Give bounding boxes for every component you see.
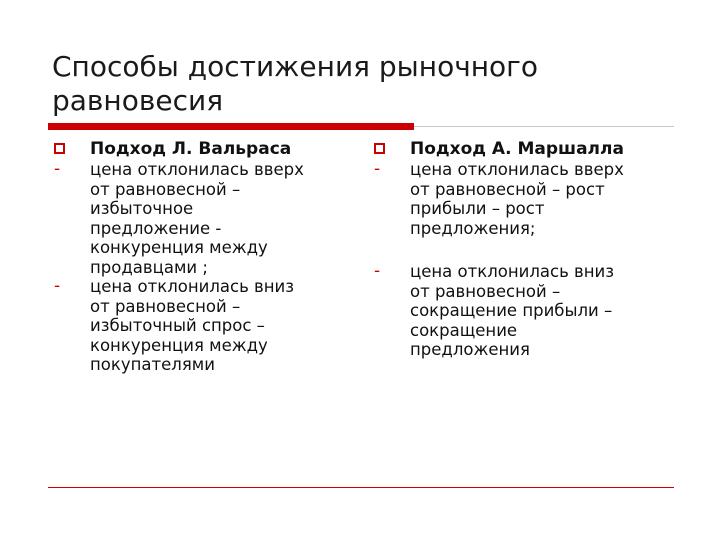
walras-approach-column [54, 138, 354, 375]
marshall-item-up-text: цена отклонилась вверх от равновесной – рост прибыли – рост предложения; [410, 160, 624, 238]
walras-item-down [54, 277, 354, 375]
dash-marker: - [374, 261, 381, 281]
slide-title [52, 50, 672, 118]
marshall-heading-row [374, 138, 674, 160]
marshall-approach-column [374, 138, 674, 360]
dash-marker: - [54, 276, 61, 296]
walras-bullet [54, 138, 90, 160]
walras-heading-row [54, 138, 354, 160]
marshall-item-down-text: цена отклонилась вниз от равновесной – сокращение прибыли – сокращение предложения [410, 262, 615, 359]
dash-marker: - [374, 159, 381, 179]
walras-item-up-text: цена отклонилась вверх от равновесной – избыточное предложение - конкуренция между продавцами ; [90, 160, 304, 277]
marshall-item-down [374, 262, 674, 360]
title-divider-accent [48, 123, 414, 130]
hollow-square-bullet-icon [374, 143, 385, 154]
marshall-heading: Подход А. Маршалла [410, 139, 624, 159]
walras-heading: Подход Л. Вальраса [90, 139, 292, 159]
dash-marker: - [54, 159, 61, 179]
slide-title-text: Способы достижения рыночного равновесия [52, 50, 539, 117]
marshall-bullet [374, 138, 410, 160]
marshall-item-up [374, 160, 674, 238]
footer-divider [48, 487, 674, 488]
walras-item-up [54, 160, 354, 277]
hollow-square-bullet-icon [54, 143, 65, 154]
walras-item-down-text: цена отклонилась вниз от равновесной – избыточный спрос – конкуренция между покупателями [90, 277, 295, 374]
